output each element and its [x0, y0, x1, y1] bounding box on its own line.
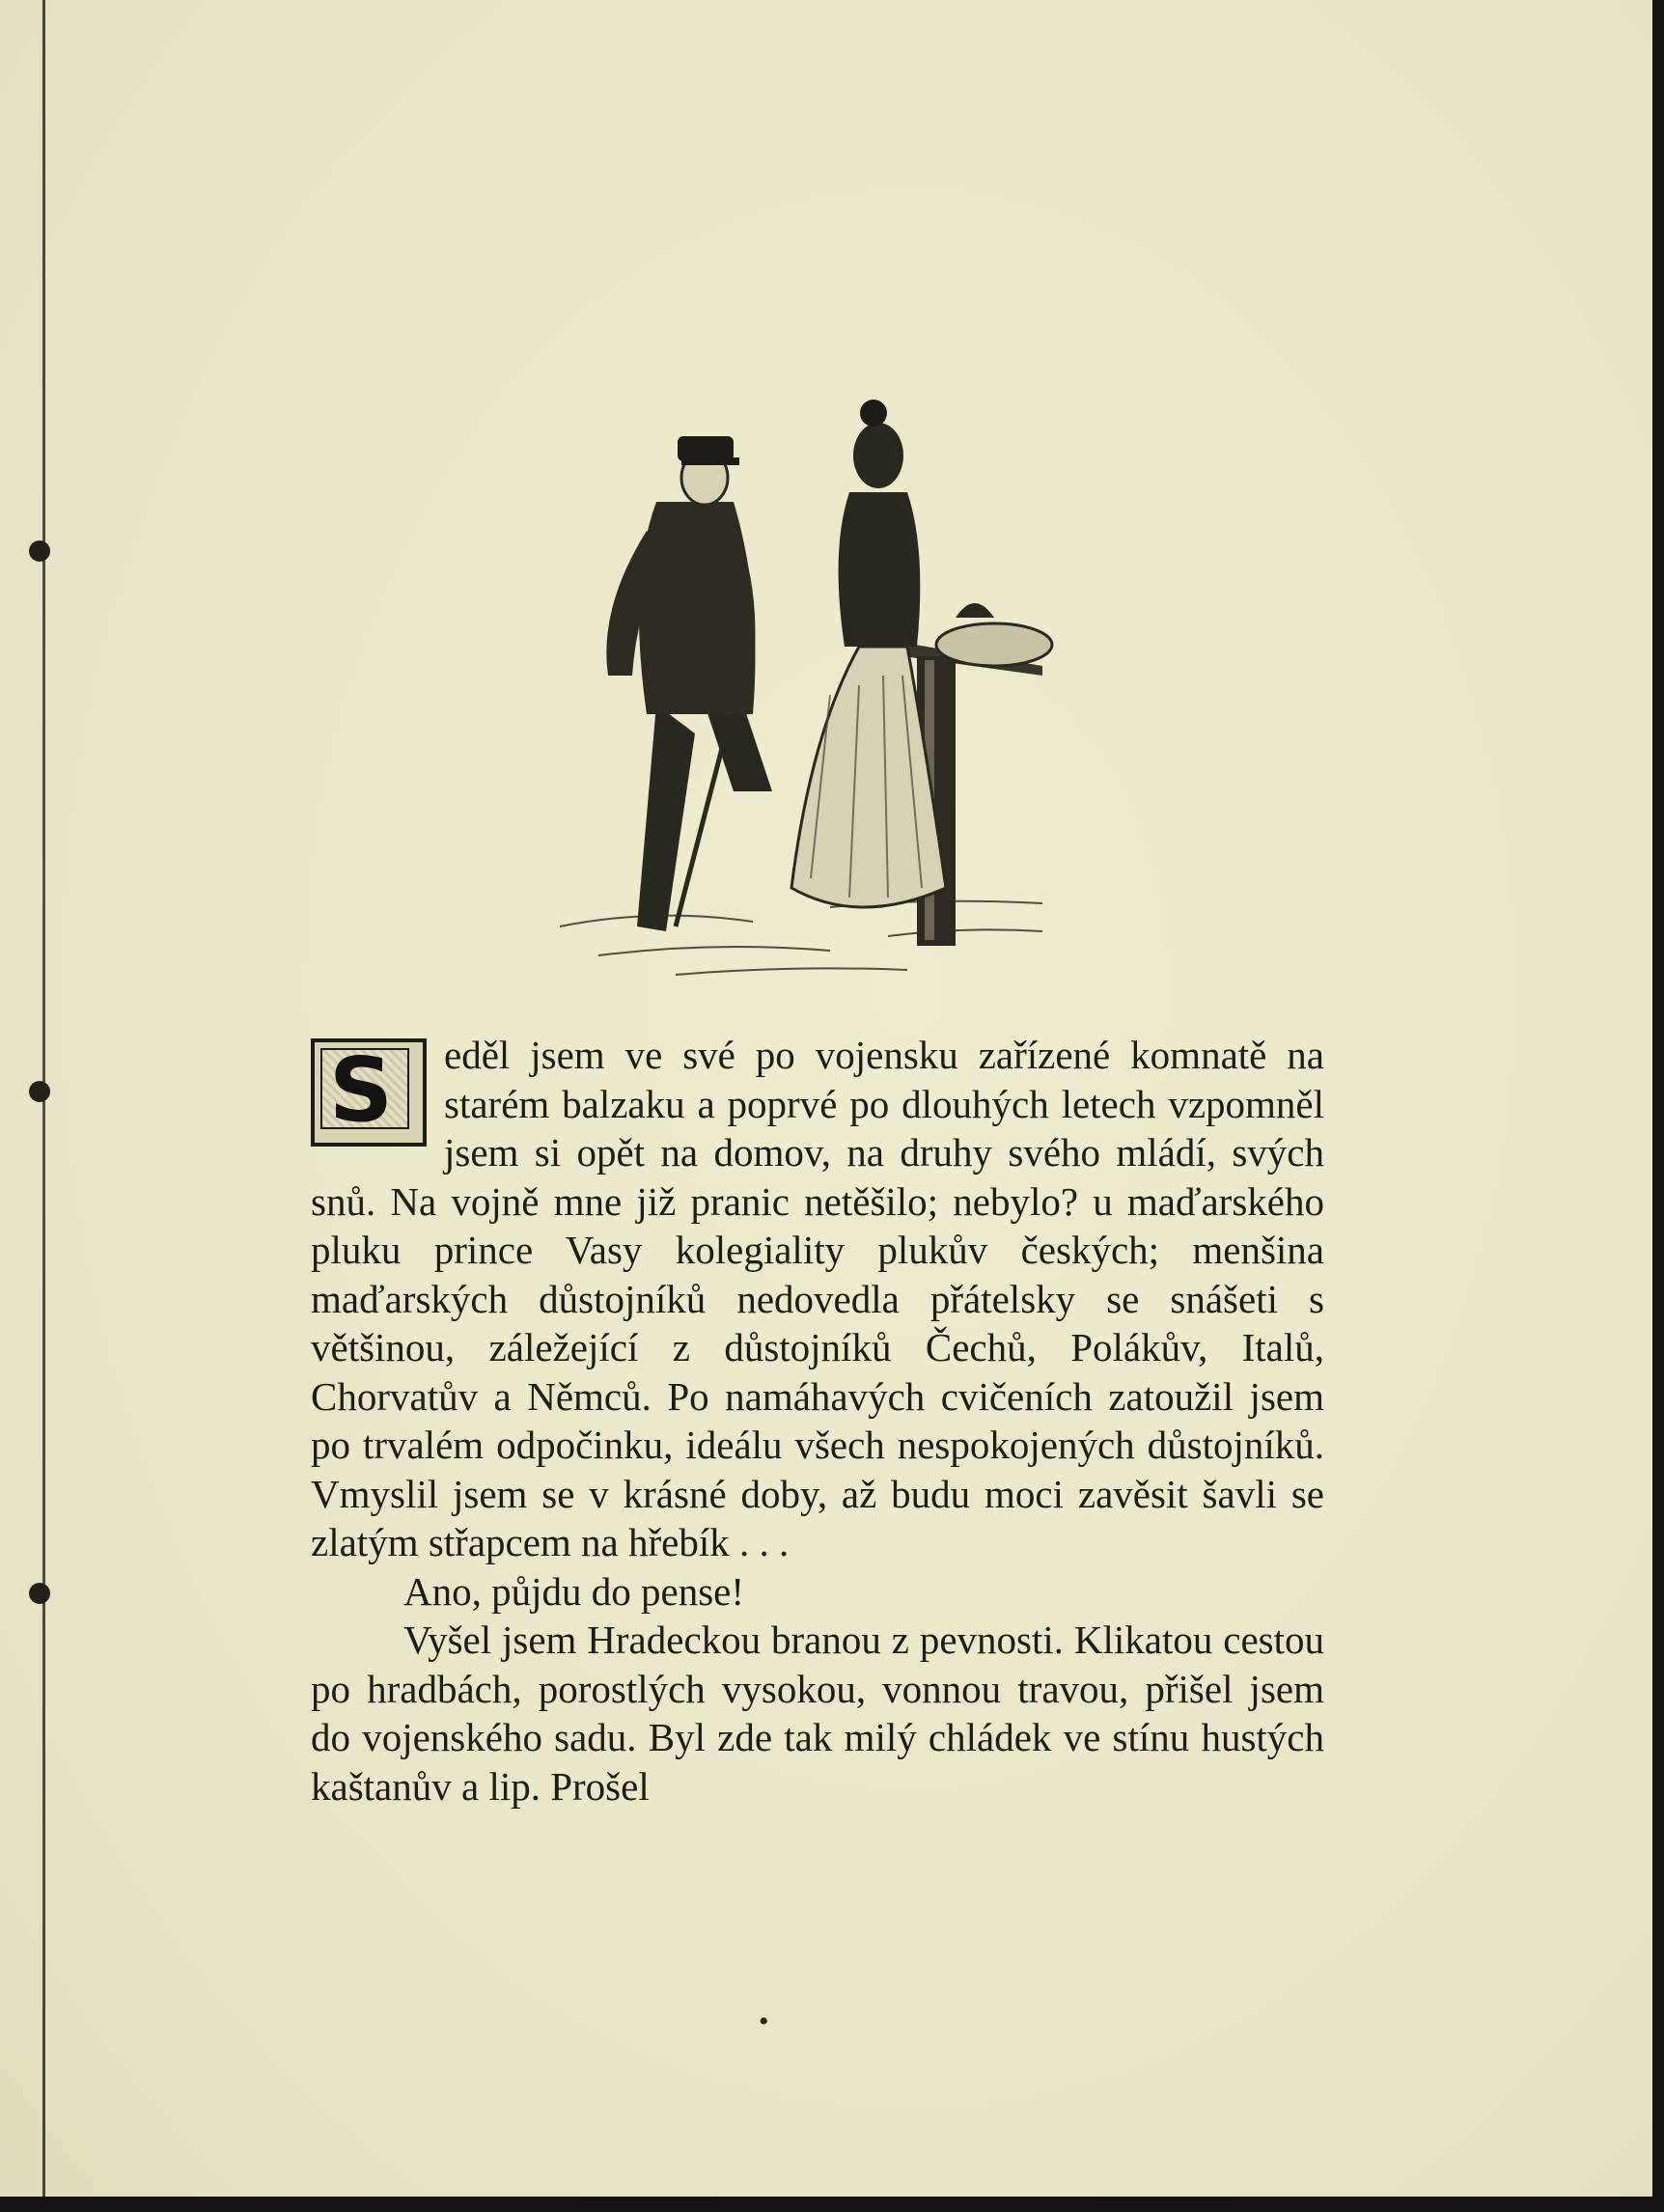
- binding-mark: [29, 1583, 50, 1604]
- drop-cap: [311, 1038, 432, 1152]
- paragraph-text: eděl jsem ve své po vojensku zařízené komnatě na starém balzaku a poprvé po dlouhých letech vzpomněl jsem si opět na domov, na druhy svého mládí, svých snů. Na vojně mne již pranic netěšilo; nebylo? u maďarského pluku prince Vasy kolegiality plukův českých; menšina maďarských důstojníků nedovedla přátelsky se snášeti s většinou, záležející z důstojníků Čechů, Polákův, Italů, Chorvatův a Němců. Po namáhavých cvičeních zatoužil jsem po trvalém odpočinku, ideálu všech nespokojených důstojníků. Vmyslil jsem se v krásné doby, až budu moci zavěsit šavli se zlatým střapcem na hřebík . . .: [311, 1033, 1324, 1564]
- page-mark: •: [759, 2005, 769, 2037]
- binding-mark: [29, 1081, 50, 1102]
- binding-mark: [29, 540, 50, 562]
- paragraph-text: Vyšel jsem Hradeckou branou z pevnosti. Klikatou cestou po hradbách, porostlých vysokou, vonnou travou, přišel jsem do vojenského sadu. Byl zde tak milý chládek ve stínu hustých kaštanův a lip. Prošel: [311, 1618, 1324, 1809]
- drop-cap-letter: S: [328, 1038, 394, 1142]
- paragraph-1: [311, 1031, 1324, 1567]
- officer-and-lady-engraving-icon: [541, 386, 1100, 984]
- body-text: [311, 1031, 1324, 1811]
- paragraph-text: Ano, půjdu do pense!: [403, 1568, 745, 1614]
- scan-edge-right: [1652, 0, 1664, 2212]
- scan-edge-bottom: [0, 2197, 1664, 2212]
- paragraph-3: [311, 1616, 1324, 1811]
- paragraph-2: [311, 1567, 1324, 1617]
